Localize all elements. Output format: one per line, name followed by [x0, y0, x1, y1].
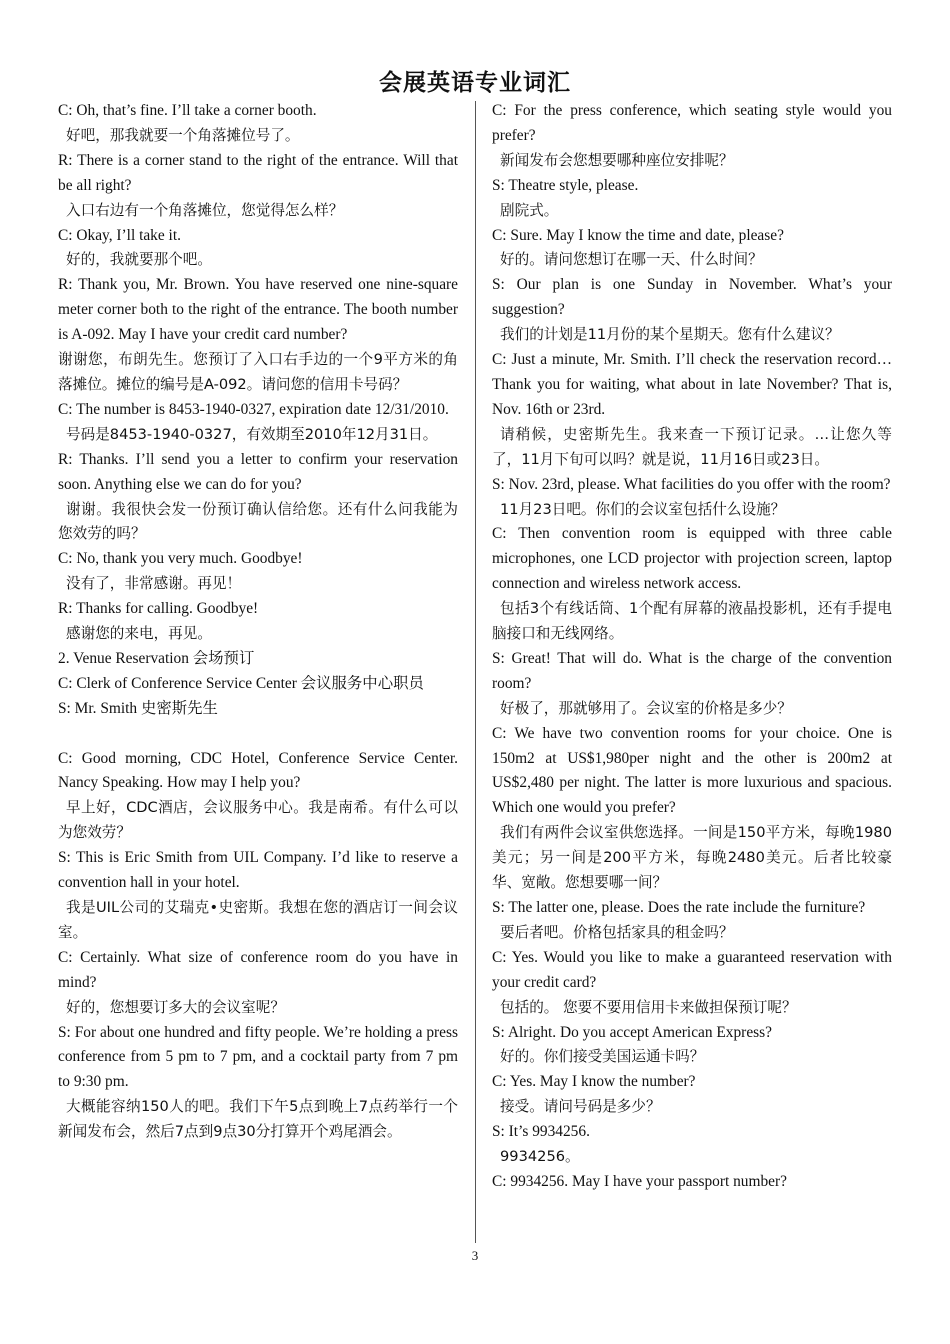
chinese-translation: 大概能容纳150人的吧。我们下午5点到晚上7点药举行一个新闻发布会，然后7点到9点30分打算开个鸡尾酒会。 [58, 1098, 458, 1141]
english-dialogue-line: C: Just a minute, Mr. Smith. I’ll check the reservation record…Thank you for waiting, what about in late November? That is, Nov. 16th or 23rd. [492, 351, 892, 418]
chinese-translation: 剧院式。 [500, 201, 559, 219]
chinese-translation: 好的。你们接受美国运通卡吗？ [500, 1048, 705, 1066]
english-dialogue-line: C: Okay, I’ll take it. [58, 226, 181, 244]
english-dialogue-line: C: Sure. May I know the time and date, please? [492, 226, 784, 244]
english-dialogue-line: R: Thanks for calling. Goodbye! [58, 600, 259, 618]
english-dialogue-line: S: This is Eric Smith from UIL Company. I’d like to reserve a convention hall in your hotel. [58, 849, 458, 892]
english-dialogue-line: C: Yes. May I know the number? [492, 1073, 696, 1091]
english-dialogue-line: S: It’s 9934256. [492, 1123, 590, 1141]
english-dialogue-line: S: Nov. 23rd, please. What facilities do you offer with the room? [492, 475, 891, 493]
left-column [58, 99, 458, 1145]
chinese-translation: 11月23日吧。你们的会议室包括什么设施？ [500, 500, 786, 518]
chinese-translation: 好的。请问您想订在哪一天、什么时间？ [500, 251, 763, 269]
english-dialogue-line: S: Mr. Smith 史密斯先生 [58, 699, 218, 717]
chinese-translation: 谢谢您，布朗先生。您预订了入口右手边的一个9平方米的角落摊位。摊位的编号是A-092。请问您的信用卡号码？ [58, 351, 458, 393]
english-dialogue-line: C: No, thank you very much. Goodbye! [58, 550, 303, 568]
english-dialogue-line: C: 9934256. May I have your passport number? [492, 1172, 787, 1190]
english-dialogue-line: R: Thank you, Mr. Brown. You have reserved one nine-square meter corner both to the right of the entrance. The booth number is A-092. May I have your credit card number? [58, 276, 458, 344]
chinese-translation: 谢谢。我很快会发一份预订确认信给您。还有什么问我能为您效劳的吗？ [58, 500, 458, 543]
chinese-translation: 没有了，非常感谢。再见！ [66, 575, 242, 593]
english-dialogue-line: R: Thanks. I’ll send you a letter to confirm your reservation soon. Anything else we can do for you? [58, 450, 458, 493]
chinese-translation: 我们的计划是11月份的某个星期天。您有什么建议？ [500, 326, 840, 344]
chinese-translation: 包括的。 您要不要用信用卡来做担保预订呢？ [500, 998, 797, 1016]
chinese-translation: 我是UIL公司的艾瑞克•史密斯。我想在您的酒店订一间会议室。 [58, 898, 458, 941]
english-dialogue-line: S: The latter one, please. Does the rate include the furniture? [492, 899, 866, 916]
english-dialogue-line: C: The number is 8453-1940-0327, expiration date 12/31/2010. [58, 400, 449, 418]
english-dialogue-line: C: We have two convention rooms for your choice. One is 150m2 at US$1,980per night and the other is 200m2 at US$2,480 per night. The latter is more luxurious and spacious. Which one would you prefer? [492, 724, 892, 817]
english-dialogue-line: S: For about one hundred and fifty people. We’re holding a press conference from 5 pm to 7 pm, and a cocktail party from 7 pm to 9:30 pm. [58, 1023, 458, 1091]
english-dialogue-line: S: Great! That will do. What is the charge of the convention room? [492, 649, 892, 692]
chinese-translation: 号码是8453-1940-0327，有效期至2010年12月31日。 [66, 425, 438, 443]
chinese-translation: 好吧，那我就要一个角落摊位号了。 [66, 126, 300, 144]
english-dialogue-line: S: Alright. Do you accept American Express? [492, 1023, 772, 1041]
chinese-translation: 新闻发布会您想要哪种座位安排呢？ [500, 151, 734, 169]
chinese-translation: 感谢您的来电，再见。 [66, 625, 212, 643]
english-dialogue-line: S: Theatre style, please. [492, 176, 639, 194]
document-title: 会展英语专业词汇 [379, 70, 571, 96]
english-dialogue-line: C: Then convention room is equipped with three cable microphones, one LCD projector with projection screen, laptop connection and wireless network access. [492, 525, 892, 593]
chinese-translation: 好的，您想要订多大的会议室呢？ [66, 998, 285, 1016]
chinese-translation: 好极了，那就够用了。会议室的价格是多少？ [500, 699, 792, 717]
chinese-translation: 我们有两件会议室供您选择。一间是150平方米，每晚1980美元；另一间是200平方米，每晚2480美元。后者比较豪华、宽敞。您想要哪一间？ [492, 824, 892, 892]
chinese-translation: 接受。请问号码是多少？ [500, 1098, 661, 1116]
chinese-translation: 好的，我就要那个吧。 [66, 251, 212, 269]
chinese-translation: 要后者吧。价格包括家具的租金吗？ [500, 923, 734, 941]
english-dialogue-line: S: Our plan is one Sunday in November. What’s your suggestion? [492, 276, 892, 319]
english-dialogue-line: R: There is a corner stand to the right of the entrance. Will that be all right? [58, 151, 458, 194]
right-column [492, 99, 892, 1195]
chinese-translation: 9934256。 [500, 1148, 580, 1166]
english-dialogue-line: C: Yes. Would you like to make a guaranteed reservation with your credit card? [492, 948, 892, 991]
chinese-translation: 早上好，CDC酒店，会议服务中心。我是南希。有什么可以为您效劳？ [58, 799, 458, 842]
english-dialogue-line: C: Certainly. What size of conference room do you have in mind? [58, 948, 458, 991]
chinese-translation: 包括3个有线话筒、1个配有屏幕的液晶投影机，还有手提电脑接口和无线网络。 [492, 600, 892, 643]
english-dialogue-line: C: Oh, that’s fine. I’ll take a corner booth. [58, 102, 317, 119]
chinese-translation: 入口右边有一个角落摊位，您觉得怎么样？ [66, 201, 344, 219]
english-dialogue-line: C: Clerk of Conference Service Center 会议服务中心职员 [58, 674, 424, 692]
english-dialogue-line: C: For the press conference, which seating style would you prefer? [492, 102, 892, 144]
blank-line [58, 722, 458, 747]
page-number: 3 [471, 1248, 479, 1263]
english-dialogue-line: 2. Venue Reservation 会场预订 [58, 649, 255, 667]
english-dialogue-line: C: Good morning, CDC Hotel, Conference Service Center. Nancy Speaking. How may I help you? [58, 749, 458, 792]
chinese-translation: 请稍候，史密斯先生。我来查一下预订记录。…让您久等了，11月下旬可以吗？就是说，11月16日或23日。 [492, 425, 892, 468]
column-divider [475, 101, 476, 1243]
